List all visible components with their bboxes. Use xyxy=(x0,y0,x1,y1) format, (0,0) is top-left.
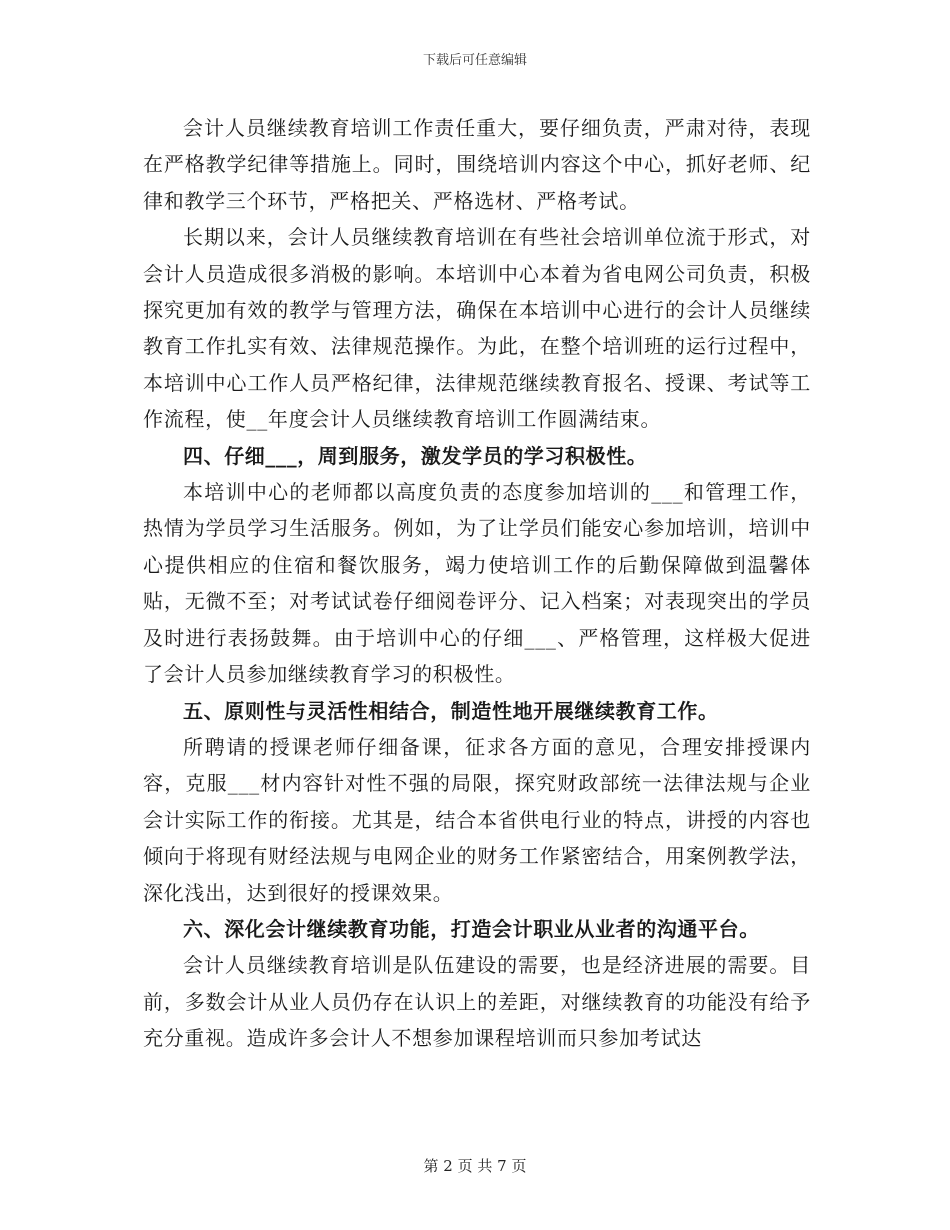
body-paragraph: 长期以来，会计人员继续教育培训在有些社会培训单位流于形式，对会计人员造成很多消极的影响。本培训中心本着为省电网公司负责，积极探究更加有效的教学与管理方法，确保在本培训中心进行的会计人员继续教育工作扎实有效、法律规范操作。为此，在整个培训班的运行过程中，本培训中心工作人员严格纪律，法律规范继续教育报名、授课、考试等工作流程，使__年度会计人员继续教育培训工作圆满结束。 xyxy=(143,225,811,432)
section-heading: 五、原则性与灵活性相结合，制造性地开展继续教育工作。 xyxy=(183,698,719,723)
body-paragraph: 所聘请的授课老师仔细备课，征求各方面的意见，合理安排授课内容，克服___材内容针对性不强的局限，探究财政部统一法律法规与企业会计实际工作的衔接。尤其是，结合本省供电行业的特点，讲授的内容也倾向于将现有财经法规与电网企业的财务工作紧密结合，用案例教学法，深化浅出，达到很好的授课效果。 xyxy=(143,734,811,905)
page-footer: 第 2 页 共 7 页 xyxy=(423,1157,527,1175)
document-body xyxy=(143,110,811,1057)
body-paragraph: 会计人员继续教育培训工作责任重大，要仔细负责，严肃对待，表现在严格教学纪律等措施上。同时，围绕培训内容这个中心，抓好老师、纪律和教学三个环节，严格把关、严格选材、严格考试。 xyxy=(143,116,811,213)
body-paragraph: 本培训中心的老师都以高度负责的态度参加培训的___和管理工作，热情为学员学习生活服务。例如，为了让学员们能安心参加培训，培训中心提供相应的住宿和餐饮服务，竭力使培训工作的后勤保障做到温馨体贴，无微不至；对考试试卷仔细阅卷评分、记入档案；对表现突出的学员及时进行表扬鼓舞。由于培训中心的仔细___、严格管理，这样极大促进了会计人员参加继续教育学习的积极性。 xyxy=(143,480,811,687)
page-header: 下载后可任意编辑 xyxy=(422,53,527,68)
section-heading: 六、深化会计继续教育功能，打造会计职业从业者的沟通平台。 xyxy=(183,916,760,941)
body-paragraph: 会计人员继续教育培训是队伍建设的需要，也是经济进展的需要。目前，多数会计从业人员仍存在认识上的差距，对继续教育的功能没有给予充分重视。造成许多会计人不想参加课程培训而只参加考试达 xyxy=(143,953,811,1051)
section-heading: 四、仔细___，周到服务，激发学员的学习积极性。 xyxy=(183,443,648,468)
